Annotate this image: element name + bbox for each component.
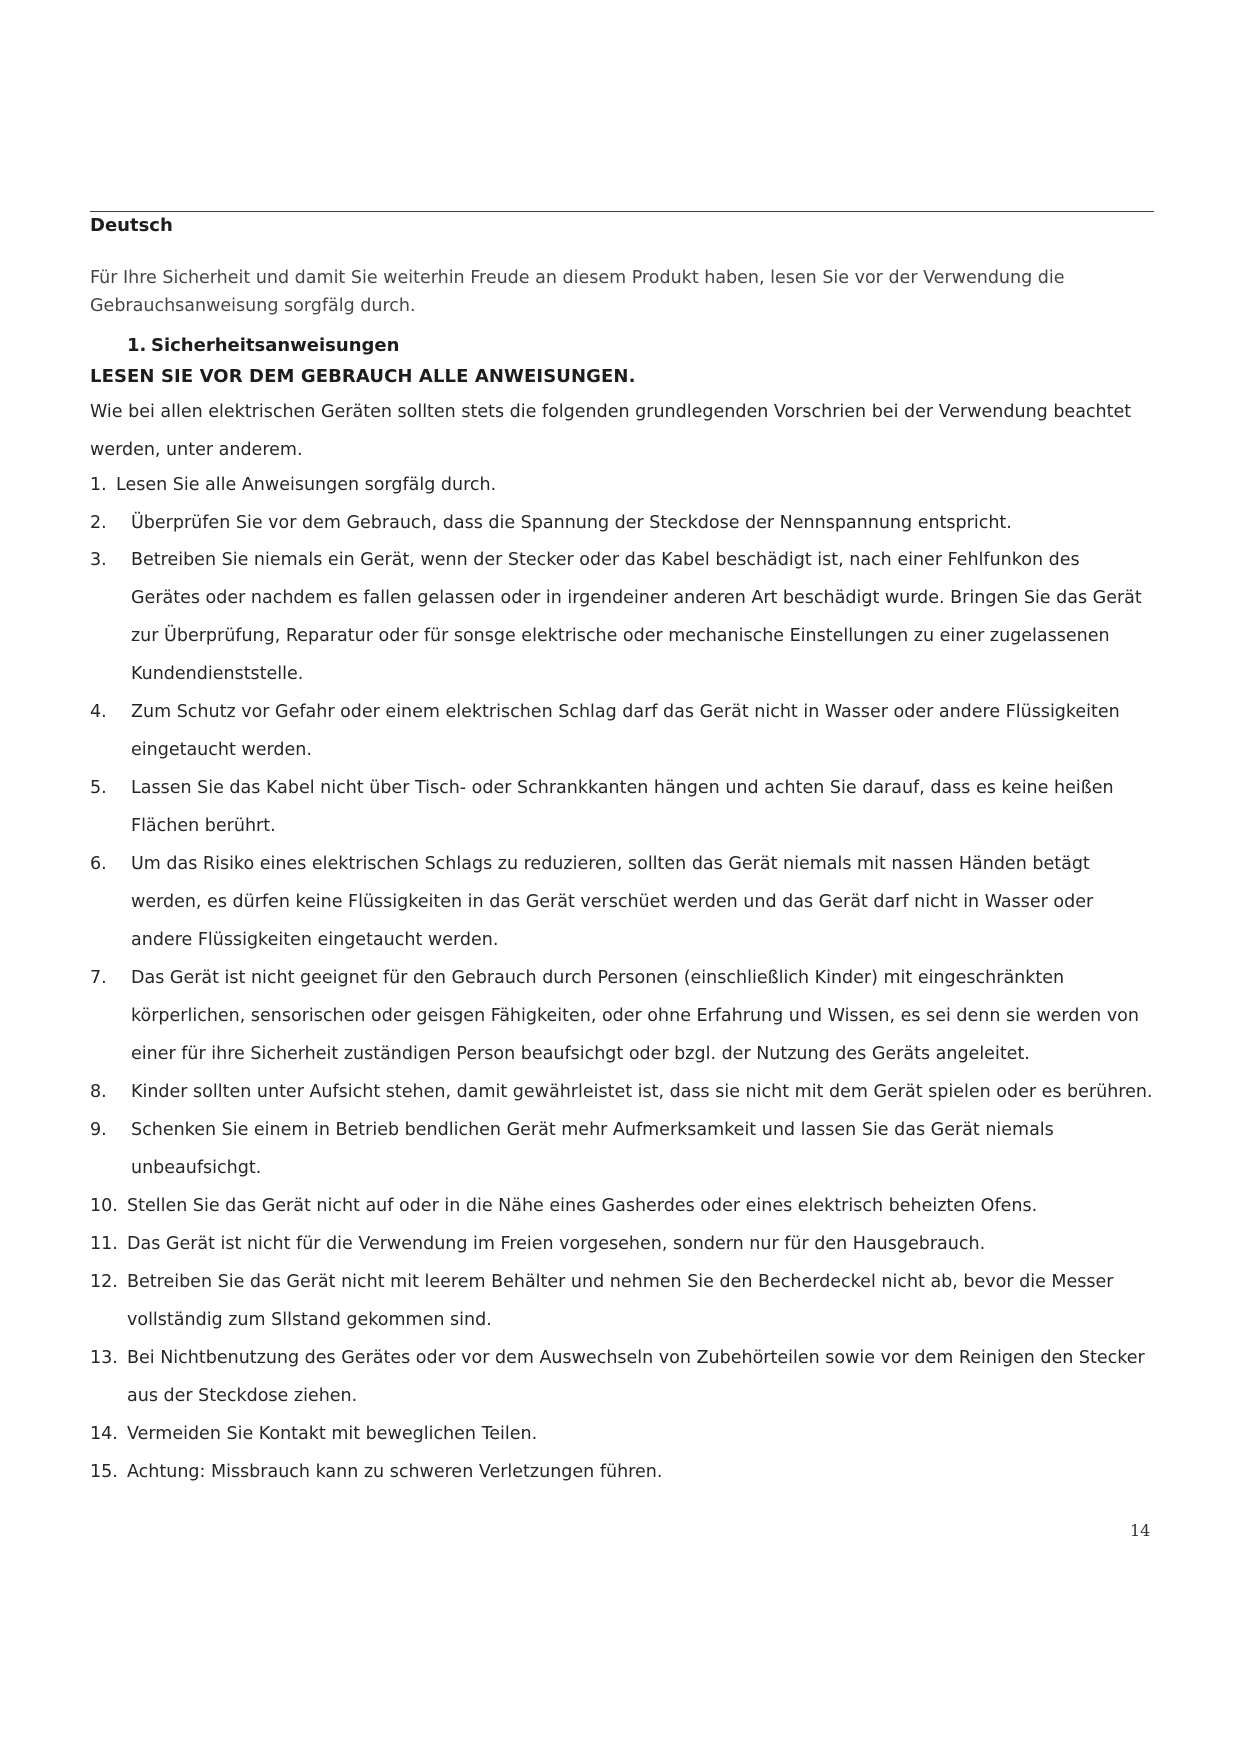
item-text: Lesen Sie alle Anweisungen sorgfälg durch. [116,475,497,495]
section-title: Sicherheitsanweisungen [151,335,400,356]
item-text: Stellen Sie das Gerät nicht auf oder in die Nähe eines Gasherdes oder eines elektrisch beheizten Ofens. [127,1196,1038,1216]
item-text: Um das Risiko eines elektrischen Schlags zu reduzieren, sollten das Gerät niemals mit nassen Händen betägt werden, es dürfen keine Flüssigkeiten in das Gerät verschüet werden und das Gerät darf nicht in Wasser oder andere Flüssigkeiten eingetaucht werden. [131,854,1094,950]
item-text: Betreiben Sie das Gerät nicht mit leerem Behälter und nehmen Sie den Becherdeckel nicht ab, bevor die Messer vollständig zum Sllstand gekommen sind. [127,1272,1114,1330]
item-text: Überprüfen Sie vor dem Gebrauch, dass die Spannung der Steckdose der Nennspannung entspricht. [131,513,1012,533]
list-item [90,1187,1154,1225]
caps-heading: LESEN SIE VOR DEM GEBRAUCH ALLE ANWEISUNGEN. [90,366,636,387]
list-item [90,541,1154,693]
list-item [90,504,1154,542]
item-number: 1. [90,475,107,495]
item-number: 8. [90,1082,107,1102]
header-rule [90,211,1154,212]
item-number: 15. [90,1462,118,1482]
item-text: Betreiben Sie niemals ein Gerät, wenn der Stecker oder das Kabel beschädigt ist, nach einer Fehlfunkon des Gerätes oder nachdem es fallen gelassen oder in irgendeiner anderen Art beschädigt wurde. Bringen Sie das Gerät zur Überprüfung, Reparatur oder für sonsge elektrische oder mechanische Einstellungen zu einer zugelassenen Kundendienststelle. [131,550,1142,684]
item-text: Zum Schutz vor Gefahr oder einem elektrischen Schlag darf das Gerät nicht in Wasser oder andere Flüssigkeiten eingetaucht werden. [131,702,1120,760]
item-number: 5. [90,778,107,798]
list-item [90,1453,1154,1491]
item-number: 9. [90,1120,107,1140]
item-number: 6. [90,854,107,874]
section-number: 1. [127,335,147,356]
item-text: Das Gerät ist nicht für die Verwendung im Freien vorgesehen, sondern nur für den Hausgebrauch. [127,1234,986,1254]
item-number: 14. [90,1424,118,1444]
language-heading: Deutsch [90,215,173,236]
intro-paragraph: Für Ihre Sicherheit und damit Sie weiterhin Freude an diesem Produkt haben, lesen Sie vor der Verwendung die Gebrauchsanweisung sorgfälg durch. [90,268,1065,316]
item-number: 13. [90,1348,118,1368]
list-item [90,693,1154,769]
lead-paragraph: Wie bei allen elektrischen Geräten sollten stets die folgenden grundlegenden Vorschrien bei der Verwendung beachtet werden, unter anderem. [90,402,1132,460]
item-number: 7. [90,968,107,988]
list-item [90,466,1154,504]
list-item [90,1111,1154,1187]
item-number: 2. [90,513,107,533]
item-text: Schenken Sie einem in Betrieb bendlichen Gerät mehr Aufmerksamkeit und lassen Sie das Gerät niemals unbeaufsichgt. [131,1120,1054,1178]
item-text: Kinder sollten unter Aufsicht stehen, damit gewährleistet ist, dass sie nicht mit dem Gerät spielen oder es berühren. [131,1082,1153,1102]
page-number: 14 [1130,1521,1151,1540]
item-number: 12. [90,1272,118,1292]
list-item [90,1339,1154,1415]
list-item [90,1225,1154,1263]
list-item [90,1415,1154,1453]
list-item [90,959,1154,1073]
item-text: Vermeiden Sie Kontakt mit beweglichen Teilen. [127,1424,538,1444]
item-number: 4. [90,702,107,722]
item-number: 10. [90,1196,118,1216]
item-number: 3. [90,550,107,570]
section-heading [127,335,399,356]
list-item [90,845,1154,959]
list-item [90,1263,1154,1339]
item-text: Lassen Sie das Kabel nicht über Tisch- oder Schrankkanten hängen und achten Sie darauf, dass es keine heißen Flächen berührt. [131,778,1114,836]
item-text: Bei Nichtbenutzung des Gerätes oder vor dem Auswechseln von Zubehörteilen sowie vor dem Reinigen den Stecker aus der Steckdose ziehen. [127,1348,1145,1406]
item-text: Achtung: Missbrauch kann zu schweren Verletzungen führen. [127,1462,663,1482]
list-item [90,769,1154,845]
item-text: Das Gerät ist nicht geeignet für den Gebrauch durch Personen (einschließlich Kinder) mit eingeschränkten körperlichen, sensorischen oder geisgen Fähigkeiten, oder ohne Erfahrung und Wissen, es sei denn sie werden von einer für ihre Sicherheit zuständigen Person beaufsichgt oder bzgl. der Nutzung des Geräts angeleitet. [131,968,1139,1064]
item-number: 11. [90,1234,118,1254]
list-item [90,1073,1154,1111]
